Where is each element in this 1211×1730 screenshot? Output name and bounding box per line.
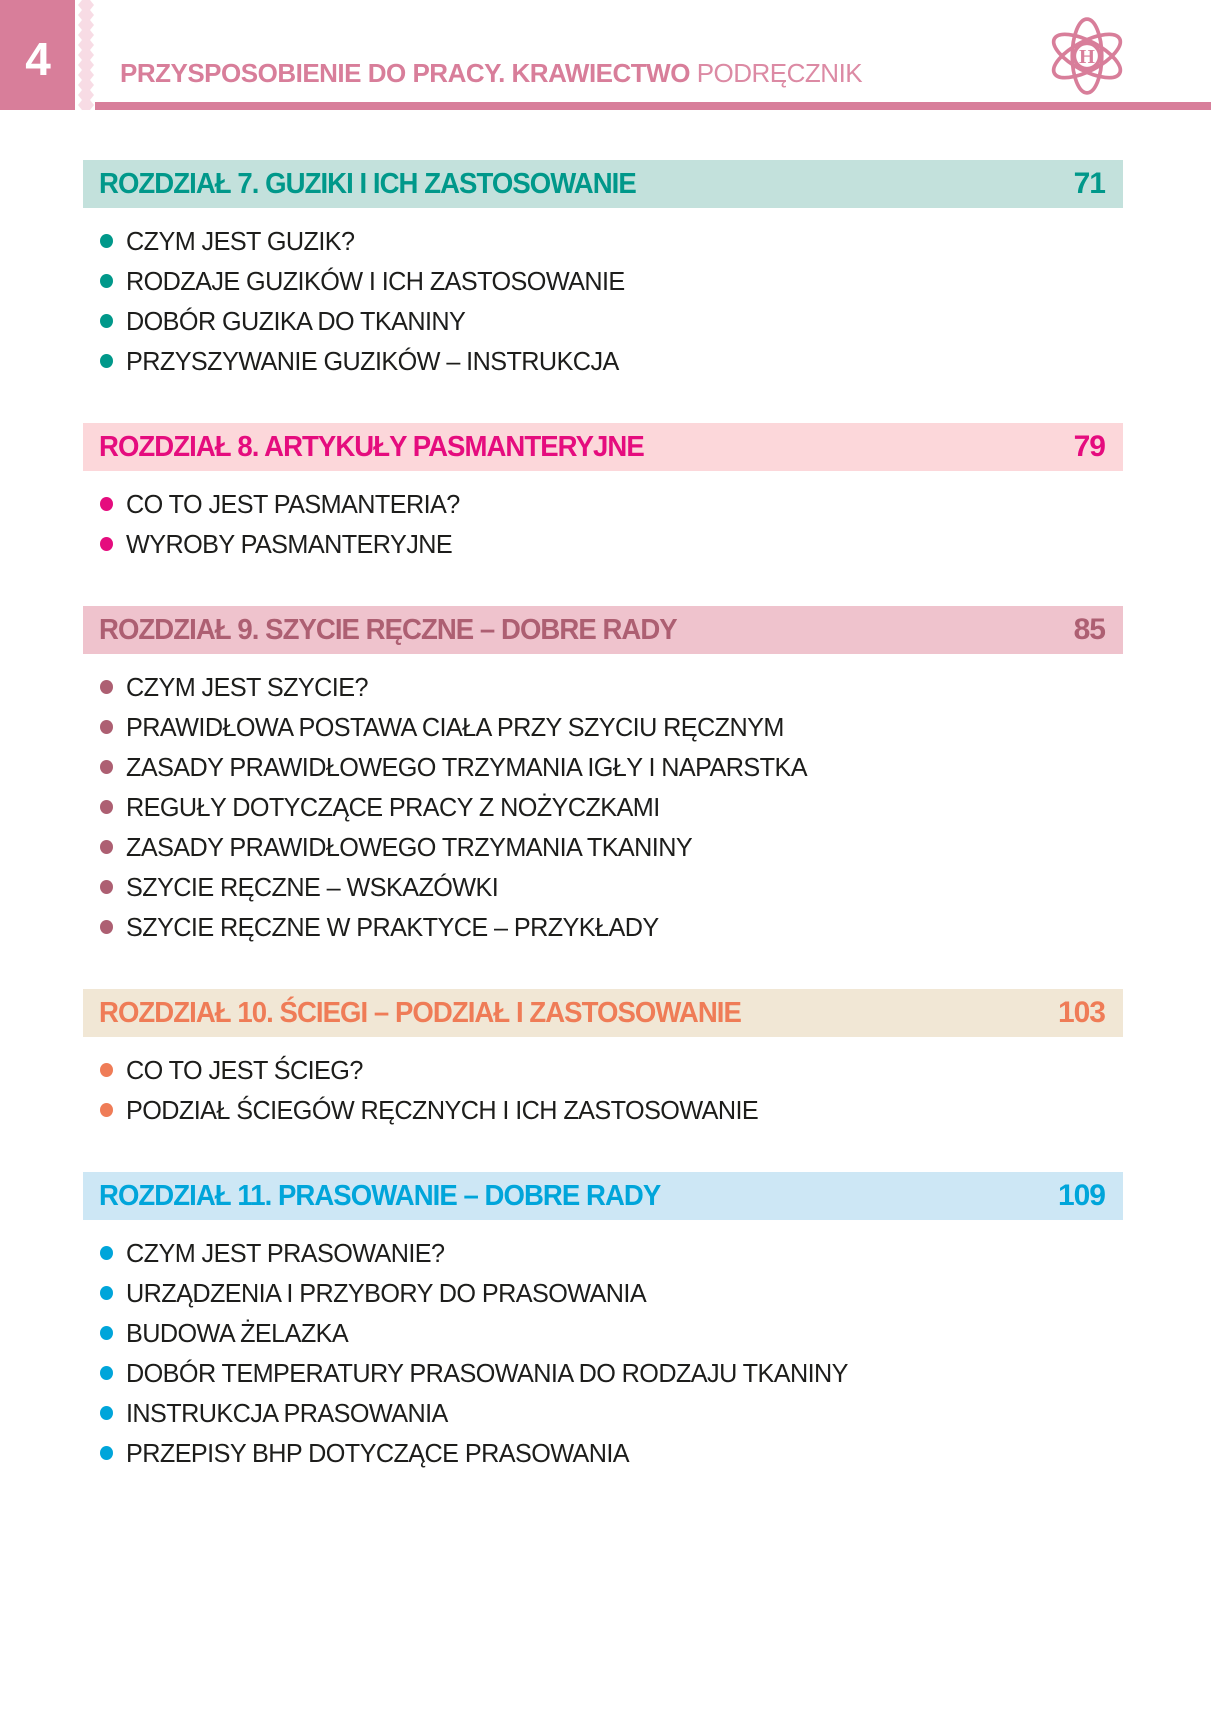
running-head-title: PRZYSPOSOBIENIE DO PRACY. KRAWIECTWO [120, 58, 690, 88]
chapter-title: ROZDZIAŁ 11. PRASOWANIE – DOBRE RADY [99, 1179, 661, 1212]
bullet-icon [100, 840, 113, 854]
bullet-icon [100, 314, 113, 328]
topic-label: CZYM JEST GUZIK? [126, 225, 355, 256]
list-item [83, 1353, 1123, 1393]
topic-label: CZYM JEST PRASOWANIE? [126, 1237, 445, 1268]
chapter-topic-list [83, 1037, 1123, 1130]
chapter-heading-bar [83, 606, 1123, 654]
chapter-title: ROZDZIAŁ 8. ARTYKUŁY PASMANTERYJNE [99, 430, 644, 463]
bullet-icon [100, 880, 113, 894]
bullet-icon [100, 1326, 113, 1340]
bullet-icon [100, 234, 113, 248]
chapter-heading-bar [83, 160, 1123, 208]
list-item [83, 667, 1123, 707]
topic-label: CZYM JEST SZYCIE? [126, 671, 368, 702]
list-item [83, 747, 1123, 787]
list-item [83, 1090, 1123, 1130]
topic-label: INSTRUKCJA PRASOWANIA [126, 1397, 448, 1428]
topic-label: PRZYSZYWANIE GUZIKÓW – INSTRUKCJA [126, 345, 619, 376]
bullet-icon [100, 1366, 113, 1380]
bullet-icon [100, 1063, 113, 1077]
chapter-section [83, 1172, 1123, 1473]
topic-label: SZYCIE RĘCZNE – WSKAZÓWKI [126, 871, 499, 902]
list-item [83, 1050, 1123, 1090]
chapter-title: ROZDZIAŁ 9. SZYCIE RĘCZNE – DOBRE RADY [99, 613, 677, 646]
list-item [83, 1393, 1123, 1433]
chapter-section [83, 606, 1123, 947]
topic-label: URZĄDZENIA I PRZYBORY DO PRASOWANIA [126, 1277, 647, 1308]
bullet-icon [100, 1406, 113, 1420]
logo-letter: H [1079, 45, 1095, 68]
topic-label: DOBÓR GUZIKA DO TKANINY [126, 305, 466, 336]
topic-label: WYROBY PASMANTERYJNE [126, 528, 453, 559]
list-item [83, 524, 1123, 564]
topic-label: DOBÓR TEMPERATURY PRASOWANIA DO RODZAJU TKANINY [126, 1357, 848, 1388]
chapter-topic-list [83, 1220, 1123, 1473]
list-item [83, 827, 1123, 867]
bullet-icon [100, 920, 113, 934]
chapter-section [83, 423, 1123, 564]
topic-label: RODZAJE GUZIKÓW I ICH ZASTOSOWANIE [126, 265, 625, 296]
bullet-icon [100, 1286, 113, 1300]
topic-label: PRZEPISY BHP DOTYCZĄCE PRASOWANIA [126, 1437, 630, 1468]
page-number-block [0, 0, 75, 110]
bullet-icon [100, 760, 113, 774]
topic-label: PRAWIDŁOWA POSTAWA CIAŁA PRZY SZYCIU RĘCZNYM [126, 711, 784, 742]
running-head [120, 58, 862, 89]
topic-label: BUDOWA ŻELAZKA [126, 1317, 349, 1348]
topic-label: REGUŁY DOTYCZĄCE PRACY Z NOŻYCZKAMI [126, 791, 660, 822]
list-item [83, 867, 1123, 907]
chapter-section [83, 160, 1123, 381]
topic-label: SZYCIE RĘCZNE W PRAKTYCE – PRZYKŁADY [126, 911, 659, 942]
list-item [83, 301, 1123, 341]
topic-label: ZASADY PRAWIDŁOWEGO TRZYMANIA IGŁY I NAPARSTKA [126, 751, 807, 782]
topic-label: CO TO JEST PASMANTERIA? [126, 488, 460, 519]
list-item [83, 484, 1123, 524]
bullet-icon [100, 680, 113, 694]
list-item [83, 907, 1123, 947]
topic-label: PODZIAŁ ŚCIEGÓW RĘCZNYCH I ICH ZASTOSOWANIE [126, 1094, 759, 1125]
chapter-page-number: 109 [1057, 1179, 1105, 1212]
list-item [83, 1233, 1123, 1273]
chapter-page-number: 103 [1057, 996, 1105, 1029]
list-item [83, 341, 1123, 381]
bullet-icon [100, 354, 113, 368]
bullet-icon [100, 497, 113, 511]
chapter-topic-list [83, 654, 1123, 947]
bullet-icon [100, 1103, 113, 1117]
list-item [83, 1273, 1123, 1313]
chapter-topic-list [83, 471, 1123, 564]
bullet-icon [100, 537, 113, 551]
bullet-icon [100, 800, 113, 814]
list-item [83, 787, 1123, 827]
bullet-icon [100, 1246, 113, 1260]
chapter-heading-bar [83, 989, 1123, 1037]
bullet-icon [100, 1446, 113, 1460]
chapter-page-number: 79 [1073, 430, 1105, 463]
publisher-atom-logo-icon [1046, 14, 1128, 98]
list-item [83, 707, 1123, 747]
bullet-icon [100, 720, 113, 734]
header-rule [95, 102, 1211, 110]
topic-label: CO TO JEST ŚCIEG? [126, 1054, 363, 1085]
list-item [83, 1313, 1123, 1353]
list-item [83, 1433, 1123, 1473]
chapter-heading-bar [83, 423, 1123, 471]
chapter-topic-list [83, 208, 1123, 381]
chapter-page-number: 71 [1073, 167, 1105, 200]
table-of-contents [83, 160, 1123, 1473]
list-item [83, 221, 1123, 261]
chapter-page-number: 85 [1073, 613, 1105, 646]
chapter-section [83, 989, 1123, 1130]
chapter-title: ROZDZIAŁ 10. ŚCIEGI – PODZIAŁ I ZASTOSOWANIE [99, 996, 741, 1029]
list-item [83, 261, 1123, 301]
zigzag-divider [78, 0, 94, 110]
chapter-title: ROZDZIAŁ 7. GUZIKI I ICH ZASTOSOWANIE [99, 167, 636, 200]
bullet-icon [100, 274, 113, 288]
topic-label: ZASADY PRAWIDŁOWEGO TRZYMANIA TKANINY [126, 831, 693, 862]
chapter-heading-bar [83, 1172, 1123, 1220]
running-head-subtitle: PODRĘCZNIK [696, 58, 863, 88]
page-number: 4 [25, 33, 50, 85]
